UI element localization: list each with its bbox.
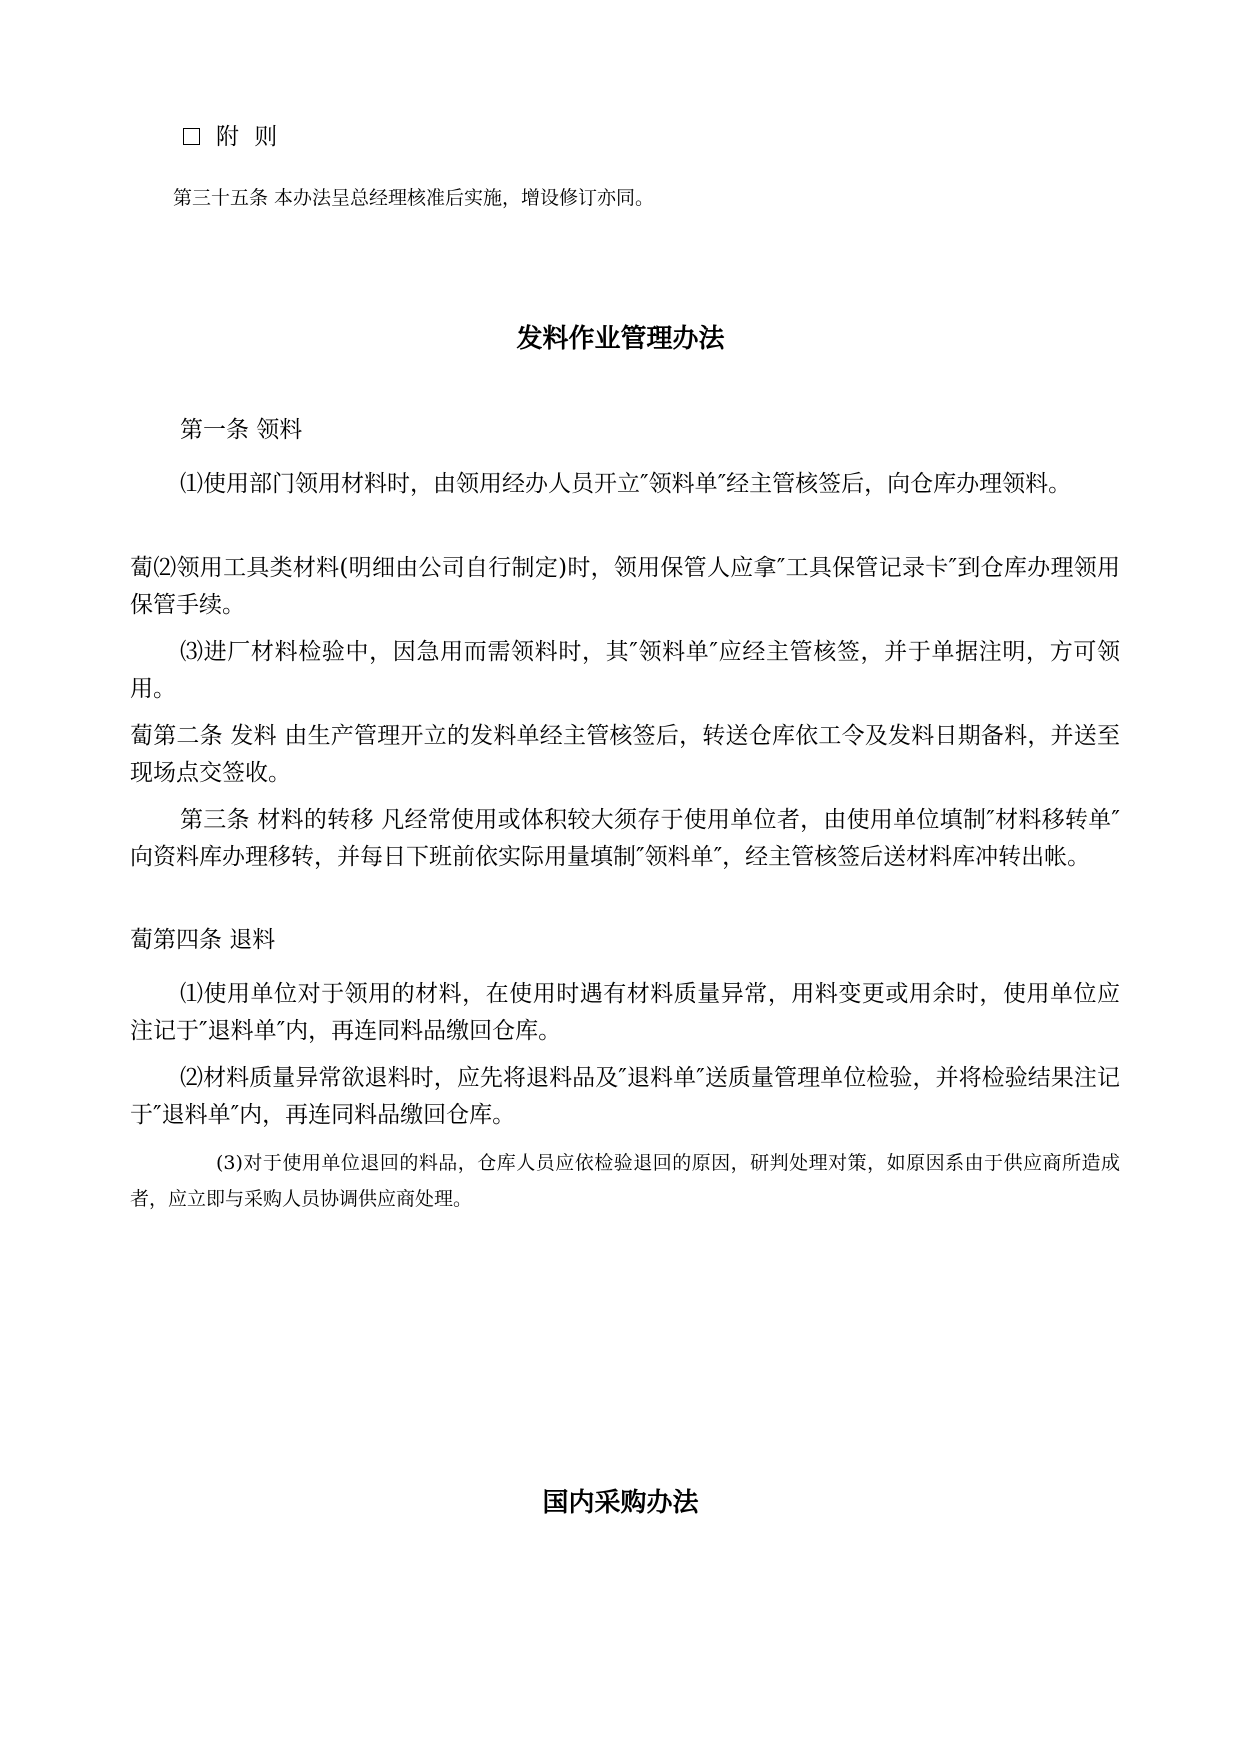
paragraph-4: ⑴使用单位对于领用的材料，在使用时遇有材料质量异常，用料变更或用余时，使用单位应注记于″退料单″内，再连同料品缴回仓库。 bbox=[130, 981, 1120, 1044]
article-1-heading: 第一条 领料 bbox=[180, 417, 303, 443]
paragraph-5: ⑵材料质量异常欲退料时，应先将退料品及″退料单″送质量管理单位检验，并将检验结果注记于″退料单″内，再连同料品缴回仓库。 bbox=[130, 1065, 1120, 1128]
article-3: 第三条 材料的转移 凡经常使用或体积较大须存于使用单位者，由使用单位填制″材料移转单″向资料库办理移转，并每日下班前依实际用量填制″领料单″，经主管核签后送材料库冲转出帐。 bbox=[130, 807, 1120, 870]
paragraph-3: ⑶进厂材料检验中，因急用而需领料时，其″领料单″应经主管核签，并于单据注明，方可领用。 bbox=[130, 639, 1120, 702]
document-title-domestic-procurement: 国内采购办法 bbox=[542, 1488, 699, 1518]
paragraph-6: (3)对于使用单位退回的料品，仓库人员应依检验退回的原因，研判处理对策，如原因系由于供应商所造成者，应立即与采购人员协调供应商处理。 bbox=[130, 1152, 1120, 1210]
paragraph-2: 蔔⑵领用工具类材料(明细由公司自行制定)时，领用保管人应拿″工具保管记录卡″到仓库办理领用保管手续。 bbox=[130, 555, 1120, 618]
article-35: 第三十五条 本办法呈总经理核准后实施，增设修订亦同。 bbox=[173, 187, 655, 209]
document-title-issuing: 发料作业管理办法 bbox=[516, 324, 725, 354]
article-4-heading: 蔔第四条 退料 bbox=[130, 927, 276, 953]
article-2: 蔔第二条 发料 由生产管理开立的发料单经主管核签后，转送仓库依工令及发料日期备料，并送至现场点交签收。 bbox=[130, 723, 1120, 786]
checkbox-glyph bbox=[183, 128, 200, 145]
section-heading-text: 附 则 bbox=[216, 124, 282, 150]
section-heading bbox=[183, 118, 281, 151]
paragraph-1: ⑴使用部门领用材料时，由领用经办人员开立″领料单″经主管核签后，向仓库办理领料。 bbox=[180, 471, 1072, 497]
